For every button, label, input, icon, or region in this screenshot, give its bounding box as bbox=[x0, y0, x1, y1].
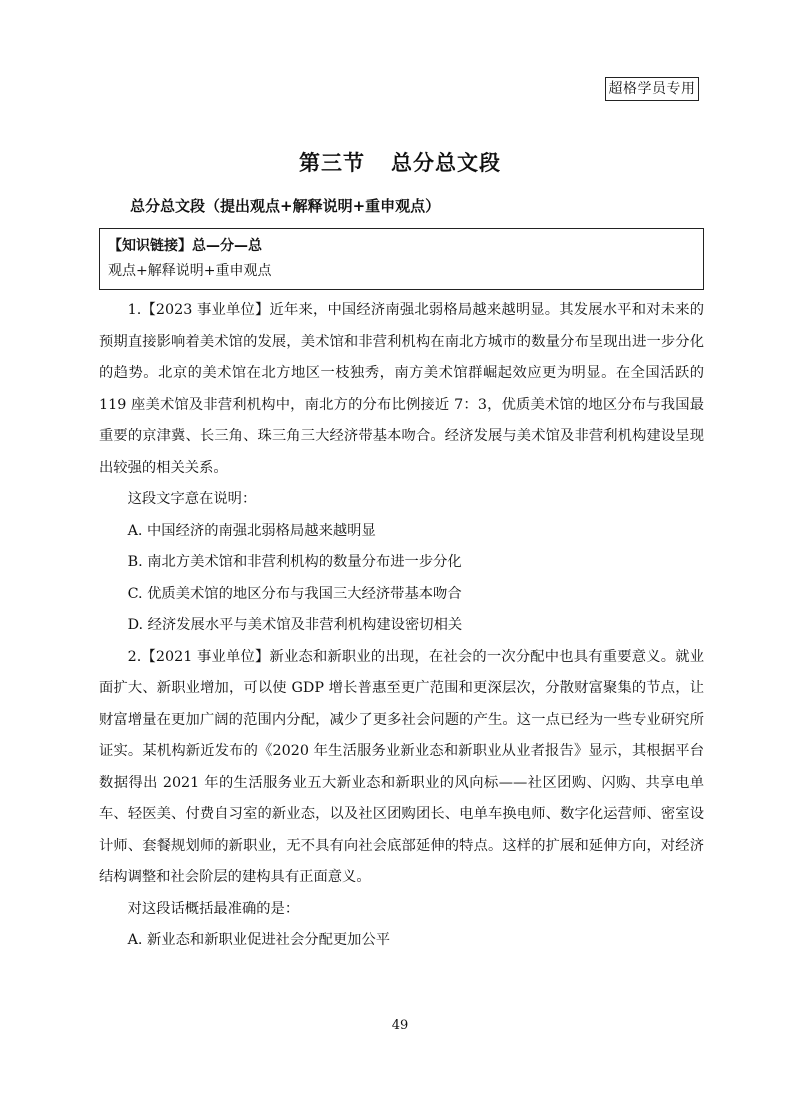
knowledge-link-heading: 【知识链接】总—分—总 bbox=[108, 238, 262, 254]
section-title bbox=[0, 147, 800, 177]
question-2-passage: 2.【2021 事业单位】新业态和新职业的出现，在社会的一次分配中也具有重要意义。就业面扩大、新职业增加，可以使 GDP 增长普惠至更广范围和更深层次，分散财富聚集的节点，让财富增量在更加广阔的范围内分配，减少了更多社会问题的产生。这一点已经为一些专业研究所证实。某机构新近发布的《2020 年生活服务业新业态和新职业从业者报告》显示，其根据平台数据得出 2021 年的生活服务业五大新业态和新职业的风向标——社区团购、闪购、共享电单车、轻医美、付费自习室的新业态，以及社区团购团长、电单车换电师、数字化运营师、密室设计师、套餐规划师的新职业，无不具有向社会底部延伸的特点。这样的扩展和延伸方向，对经济结构调整和社会阶层的建构具有正面意义。 bbox=[99, 648, 704, 885]
question-1-prompt: 这段文字意在说明： bbox=[127, 491, 257, 507]
question-1-passage: 1.【2023 事业单位】近年来，中国经济南强北弱格局越来越明显。其发展水平和对未来的预期直接影响着美术馆的发展，美术馆和非营利机构在南北方城市的数量分布呈现出进一步分化的趋势。北京的美术馆在北方地区一枝独秀，南方美术馆群崛起效应更为明显。在全国活跃的 119 座美术馆及非营利机构中，南北方的分布比例接近 7：3，优质美术馆的地区分布与我国最重要的京津冀、长三角、珠三角三大经济带基本吻合。经济发展与美术馆及非营利机构建设呈现出较强的相关关系。 bbox=[99, 302, 704, 476]
question-1-option-b: B. 南北方美术馆和非营利机构的数量分布进一步分化 bbox=[127, 554, 462, 570]
question-1-option-c: C. 优质美术馆的地区分布与我国三大经济带基本吻合 bbox=[127, 585, 462, 602]
question-1-option-d: D. 经济发展水平与美术馆及非营利机构建设密切相关 bbox=[127, 617, 463, 633]
section-name: 总分总文段 bbox=[391, 151, 501, 175]
student-only-badge: 超格学员专用 bbox=[605, 77, 699, 101]
question-1-option-a: A. 中国经济的南强北弱格局越来越明显 bbox=[127, 522, 376, 539]
section-number: 第三节 bbox=[299, 151, 365, 175]
section-subtitle: 总分总文段（提出观点+解释说明+重申观点） bbox=[130, 197, 441, 215]
question-2-option-a: A. 新业态和新职业促进社会分配更加公平 bbox=[127, 932, 391, 948]
knowledge-link-body: 观点+解释说明+重申观点 bbox=[108, 263, 272, 279]
page-number: 49 bbox=[391, 1018, 409, 1033]
knowledge-link-box bbox=[99, 228, 704, 290]
question-content bbox=[99, 295, 704, 957]
question-2-prompt: 对这段话概括最准确的是： bbox=[127, 900, 300, 917]
